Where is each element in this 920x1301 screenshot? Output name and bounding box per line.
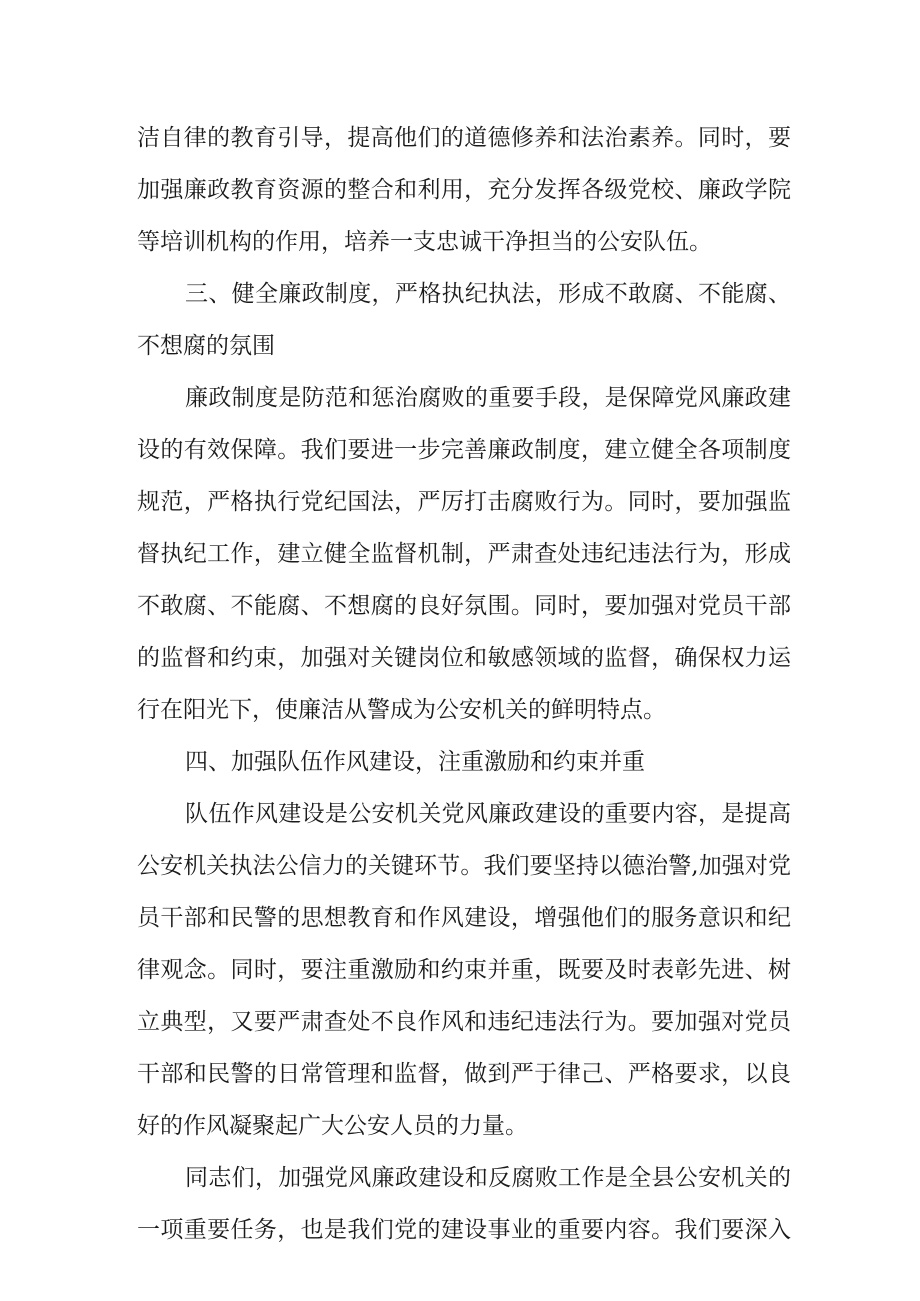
text-line: 等培训机构的作用，培养一支忠诚干净担当的公安队伍。 (137, 229, 712, 255)
section-heading-3: 三、健全廉政制度，严格执纪执法，形成不敢腐、不能腐、 (185, 281, 791, 307)
text-line: 好的作风凝聚起广大公安人员的力量。 (137, 1113, 528, 1139)
text-line: 律观念。同时，要注重激励和约束并重，既要及时表彰先进、树 (137, 957, 791, 983)
text-line: 公安机关执法公信力的关键环节。我们要坚持以德治警,加强对党 (137, 853, 791, 879)
text-line: 干部和民警的日常管理和监督，做到严于律己、严格要求，以良 (137, 1061, 791, 1087)
text-line: 不敢腐、不能腐、不想腐的良好氛围。同时，要加强对党员干部 (137, 593, 791, 619)
text-line: 行在阳光下，使廉洁从警成为公安机关的鲜明特点。 (137, 697, 666, 723)
text-line: 员干部和民警的思想教育和作风建设，增强他们的服务意识和纪 (137, 905, 791, 931)
section-heading-3-continued: 不想腐的氛围 (137, 333, 275, 359)
text-line: 的监督和约束，加强对关键岗位和敏感领域的监督，确保权力运 (137, 645, 791, 671)
text-line: 队伍作风建设是公安机关党风廉政建设的重要内容，是提高 (185, 801, 791, 827)
text-line: 督执纪工作，建立健全监督机制，严肃查处违纪违法行为，形成 (137, 541, 791, 567)
text-line: 立典型，又要严肃查处不良作风和违纪违法行为。要加强对党员 (137, 1009, 791, 1035)
text-line: 廉政制度是防范和惩治腐败的重要手段，是保障党风廉政建 (185, 385, 791, 411)
text-line: 一项重要任务，也是我们党的建设事业的重要内容。我们要深入 (137, 1217, 791, 1243)
text-line: 加强廉政教育资源的整合和利用，充分发挥各级党校、廉政学院 (137, 177, 791, 203)
text-line: 设的有效保障。我们要进一步完善廉政制度，建立健全各项制度 (137, 437, 791, 463)
text-line: 规范，严格执行党纪国法，严厉打击腐败行为。同时，要加强监 (137, 489, 791, 515)
section-heading-4: 四、加强队伍作风建设，注重激励和约束并重 (185, 749, 645, 775)
text-line: 洁自律的教育引导，提高他们的道德修养和法治素养。同时，要 (137, 125, 791, 151)
document-body (137, 112, 791, 1256)
text-line: 同志们，加强党风廉政建设和反腐败工作是全县公安机关的 (185, 1165, 791, 1191)
